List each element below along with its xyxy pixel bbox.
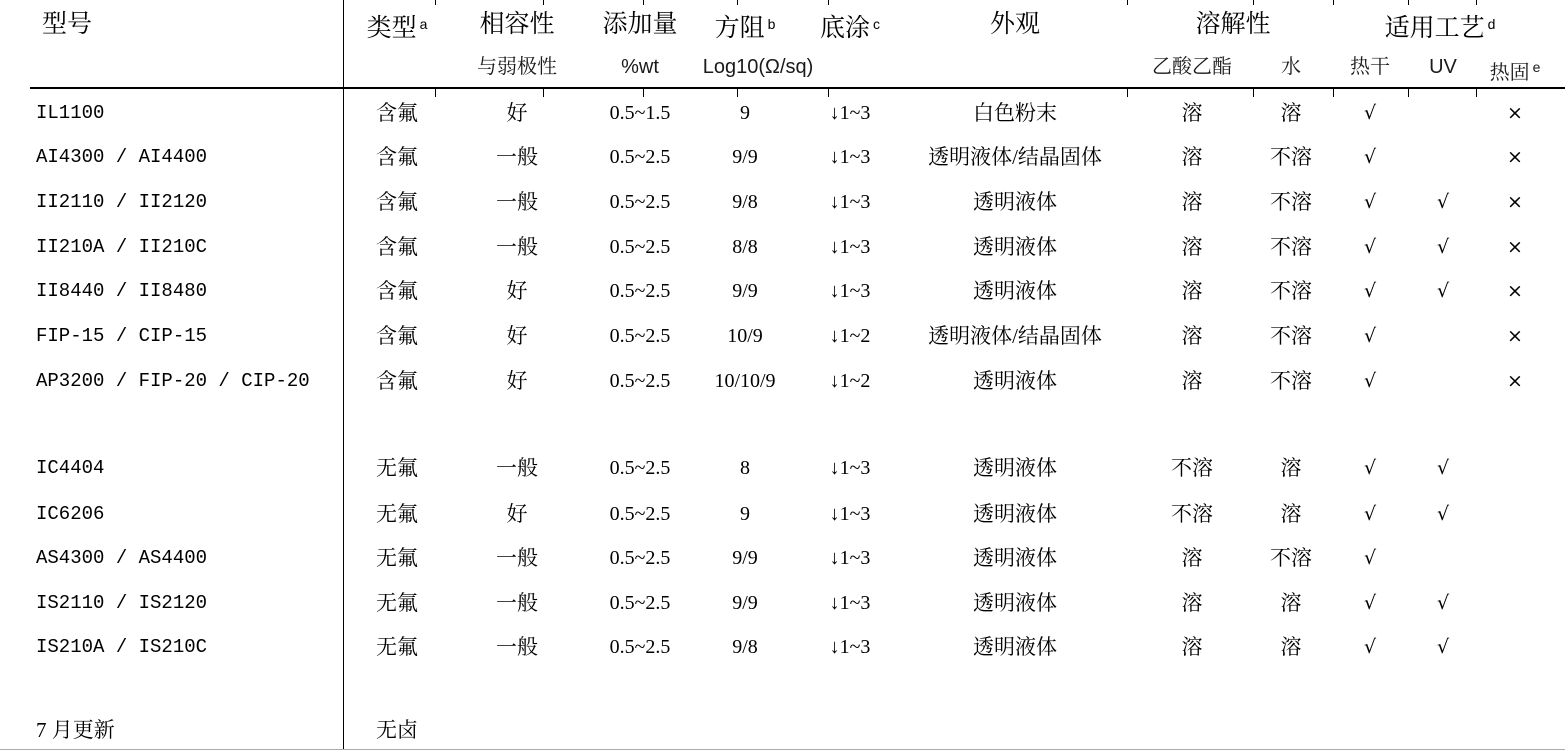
cell-type: 无氟 <box>376 456 418 480</box>
cell-sheet-resistance: 10/9 <box>727 325 763 347</box>
cell-sheet-resistance: 9/8 <box>732 636 758 658</box>
header-appearance: 外观 <box>989 10 1041 38</box>
cell-sheet-resistance: 8 <box>740 457 750 479</box>
cell-compatibility: 好 <box>506 502 528 526</box>
footnote-b: b <box>767 16 776 32</box>
cell-ethyl-acetate: 溶 <box>1181 101 1203 125</box>
cell-thermoset: × <box>1507 236 1523 258</box>
cell-uv: √ <box>1436 592 1450 614</box>
cell-compatibility: 一般 <box>496 190 538 214</box>
cell-ethyl-acetate: 溶 <box>1181 190 1203 214</box>
cell-compatibility: 好 <box>506 369 528 393</box>
cell-water: 不溶 <box>1270 546 1312 570</box>
cell-water: 不溶 <box>1270 369 1312 393</box>
cell-amount: 0.5~2.5 <box>609 636 671 658</box>
cell-type: 无氟 <box>376 546 418 570</box>
cell-uv: √ <box>1436 280 1450 302</box>
column-tick <box>435 0 436 5</box>
column-tick <box>543 88 544 97</box>
subheader-thermoset: 热固 $^e$ <box>1489 59 1541 84</box>
cell-compatibility: 一般 <box>496 635 538 659</box>
cell-type: 含氟 <box>376 190 418 214</box>
subheader-hot-dry: 热干 <box>1350 56 1390 78</box>
header-divider-rule <box>30 87 1565 89</box>
cell-model: IS2110 / IS2120 <box>36 592 208 614</box>
cell-primer: ↓1~3 <box>829 636 871 658</box>
column-tick <box>737 0 738 5</box>
cell-ethyl-acetate: 溶 <box>1181 546 1203 570</box>
column-tick <box>643 88 644 97</box>
cell-appearance: 透明液体/结晶固体 <box>928 145 1102 169</box>
cell-sheet-resistance: 10/10/9 <box>714 370 776 392</box>
footer-row <box>0 716 1565 744</box>
cell-sheet-resistance: 9 <box>740 503 750 525</box>
cell-uv: √ <box>1436 191 1450 213</box>
subheader-uv: UV <box>1429 56 1457 78</box>
cell-appearance: 透明液体 <box>973 546 1057 570</box>
cell-compatibility: 好 <box>506 279 528 303</box>
cell-thermoset: × <box>1507 370 1523 392</box>
table-row <box>0 454 1565 482</box>
cell-hot-dry: √ <box>1363 457 1377 479</box>
cell-hot-dry: √ <box>1363 325 1377 347</box>
table-row <box>0 367 1565 395</box>
cell-appearance: 透明液体 <box>973 635 1057 659</box>
header-primer: 底涂 $^c$ <box>819 14 881 42</box>
cell-model: IL1100 <box>36 102 105 124</box>
cell-type: 含氟 <box>376 279 418 303</box>
cell-sheet-resistance: 9/9 <box>732 146 758 168</box>
cell-hot-dry: √ <box>1363 636 1377 658</box>
cell-water: 不溶 <box>1270 145 1312 169</box>
cell-water: 溶 <box>1280 502 1302 526</box>
cell-type: 含氟 <box>376 324 418 348</box>
subheader-log-unit: Log10(Ω/sq) <box>702 56 814 78</box>
cell-amount: 0.5~2.5 <box>609 592 671 614</box>
bottom-rule <box>0 749 1565 750</box>
cell-hot-dry: √ <box>1363 236 1377 258</box>
table-row <box>0 143 1565 171</box>
cell-uv: √ <box>1436 457 1450 479</box>
cell-model: II210A / II210C <box>36 236 208 258</box>
cell-type: 含氟 <box>376 235 418 259</box>
cell-appearance: 透明液体 <box>973 456 1057 480</box>
cell-amount: 0.5~2.5 <box>609 146 671 168</box>
cell-sheet-resistance: 8/8 <box>732 236 758 258</box>
column-tick <box>643 0 644 5</box>
cell-compatibility: 一般 <box>496 591 538 615</box>
column-tick <box>1476 88 1477 97</box>
cell-amount: 0.5~2.5 <box>609 503 671 525</box>
column-tick <box>1408 0 1409 5</box>
cell-amount: 0.5~2.5 <box>609 325 671 347</box>
cell-amount: 0.5~2.5 <box>609 280 671 302</box>
cell-thermoset: × <box>1507 146 1523 168</box>
cell-amount: 0.5~1.5 <box>609 102 671 124</box>
table-row <box>0 633 1565 661</box>
header-solubility: 溶解性 <box>1195 10 1271 38</box>
cell-water: 溶 <box>1280 591 1302 615</box>
cell-model: AP3200 / FIP-20 / CIP-20 <box>36 370 310 392</box>
cell-hot-dry: √ <box>1363 146 1377 168</box>
subheader-wt-percent: %wt <box>621 56 659 78</box>
cell-model: II2110 / II2120 <box>36 191 208 213</box>
cell-amount: 0.5~2.5 <box>609 191 671 213</box>
column-tick <box>1408 88 1409 97</box>
cell-ethyl-acetate: 不溶 <box>1171 456 1213 480</box>
footer-type: 无卤 <box>376 718 418 742</box>
footnote-a: a <box>419 16 428 32</box>
cell-primer: ↓1~3 <box>829 547 871 569</box>
header-type: 类型 $^a$ <box>366 14 428 42</box>
cell-ethyl-acetate: 溶 <box>1181 324 1203 348</box>
footnote-d: d <box>1487 16 1496 32</box>
cell-model: IS210A / IS210C <box>36 636 208 658</box>
cell-appearance: 透明液体 <box>973 190 1057 214</box>
cell-compatibility: 一般 <box>496 145 538 169</box>
table-row <box>0 99 1565 127</box>
column-tick <box>828 0 829 5</box>
cell-type: 含氟 <box>376 101 418 125</box>
cell-uv: √ <box>1436 236 1450 258</box>
cell-model: AS4300 / AS4400 <box>36 547 208 569</box>
cell-water: 溶 <box>1280 456 1302 480</box>
column-tick <box>1127 88 1128 97</box>
header-sheet-resistance: 方阻 $^b$ <box>714 14 776 42</box>
header-process: 适用工艺 $^d$ <box>1384 14 1496 42</box>
cell-sheet-resistance: 9 <box>740 102 750 124</box>
footnote-c: c <box>873 16 881 32</box>
cell-appearance: 透明液体/结晶固体 <box>928 324 1102 348</box>
cell-appearance: 透明液体 <box>973 235 1057 259</box>
footer-note: 7 月更新 <box>36 718 115 742</box>
table-row <box>0 544 1565 572</box>
cell-uv: √ <box>1436 636 1450 658</box>
cell-water: 溶 <box>1280 635 1302 659</box>
cell-ethyl-acetate: 不溶 <box>1171 502 1213 526</box>
cell-primer: ↓1~3 <box>829 191 871 213</box>
column-tick <box>1253 0 1254 5</box>
cell-hot-dry: √ <box>1363 547 1377 569</box>
cell-thermoset: × <box>1507 280 1523 302</box>
cell-amount: 0.5~2.5 <box>609 236 671 258</box>
cell-model: II8440 / II8480 <box>36 280 208 302</box>
cell-primer: ↓1~3 <box>829 236 871 258</box>
column-tick <box>543 0 544 5</box>
table-row <box>0 500 1565 528</box>
cell-primer: ↓1~3 <box>829 503 871 525</box>
table-row <box>0 322 1565 350</box>
cell-type: 含氟 <box>376 369 418 393</box>
column-tick <box>435 88 436 97</box>
cell-compatibility: 一般 <box>496 546 538 570</box>
header-compatibility: 相容性 <box>479 10 555 38</box>
cell-primer: ↓1~3 <box>829 102 871 124</box>
cell-appearance: 透明液体 <box>973 591 1057 615</box>
cell-hot-dry: √ <box>1363 592 1377 614</box>
cell-sheet-resistance: 9/9 <box>732 592 758 614</box>
cell-compatibility: 好 <box>506 101 528 125</box>
footnote-e: e <box>1532 59 1541 75</box>
cell-appearance: 透明液体 <box>973 369 1057 393</box>
cell-hot-dry: √ <box>1363 503 1377 525</box>
cell-model: FIP-15 / CIP-15 <box>36 325 208 347</box>
cell-type: 含氟 <box>376 145 418 169</box>
column-tick <box>1253 88 1254 97</box>
cell-hot-dry: √ <box>1363 370 1377 392</box>
table-row <box>0 233 1565 261</box>
subheader-water: 水 <box>1281 56 1301 78</box>
cell-hot-dry: √ <box>1363 102 1377 124</box>
cell-water: 不溶 <box>1270 279 1312 303</box>
column-tick <box>1476 0 1477 5</box>
cell-model: IC4404 <box>36 457 105 479</box>
cell-ethyl-acetate: 溶 <box>1181 235 1203 259</box>
cell-amount: 0.5~2.5 <box>609 457 671 479</box>
cell-primer: ↓1~2 <box>829 370 871 392</box>
cell-type: 无氟 <box>376 502 418 526</box>
cell-thermoset: × <box>1507 191 1523 213</box>
table-row <box>0 277 1565 305</box>
cell-thermoset: × <box>1507 102 1523 124</box>
cell-ethyl-acetate: 溶 <box>1181 145 1203 169</box>
cell-water: 溶 <box>1280 101 1302 125</box>
cell-ethyl-acetate: 溶 <box>1181 279 1203 303</box>
cell-primer: ↓1~2 <box>829 325 871 347</box>
cell-amount: 0.5~2.5 <box>609 547 671 569</box>
cell-thermoset: × <box>1507 325 1523 347</box>
cell-sheet-resistance: 9/9 <box>732 280 758 302</box>
cell-water: 不溶 <box>1270 324 1312 348</box>
cell-water: 不溶 <box>1270 235 1312 259</box>
cell-primer: ↓1~3 <box>829 146 871 168</box>
cell-primer: ↓1~3 <box>829 280 871 302</box>
cell-type: 无氟 <box>376 591 418 615</box>
cell-appearance: 白色粉末 <box>973 101 1057 125</box>
cell-appearance: 透明液体 <box>973 279 1057 303</box>
cell-ethyl-acetate: 溶 <box>1181 591 1203 615</box>
cell-hot-dry: √ <box>1363 191 1377 213</box>
cell-sheet-resistance: 9/9 <box>732 547 758 569</box>
column-tick <box>1127 0 1128 5</box>
cell-primer: ↓1~3 <box>829 457 871 479</box>
cell-amount: 0.5~2.5 <box>609 370 671 392</box>
cell-uv: √ <box>1436 503 1450 525</box>
cell-type: 无氟 <box>376 635 418 659</box>
cell-appearance: 透明液体 <box>973 502 1057 526</box>
header-amount: 添加量 <box>602 10 678 38</box>
cell-ethyl-acetate: 溶 <box>1181 369 1203 393</box>
table-row <box>0 188 1565 216</box>
cell-compatibility: 好 <box>506 324 528 348</box>
cell-water: 不溶 <box>1270 190 1312 214</box>
column-tick <box>1333 88 1334 97</box>
cell-model: IC6206 <box>36 503 105 525</box>
column-tick <box>1333 0 1334 5</box>
cell-sheet-resistance: 9/8 <box>732 191 758 213</box>
column-tick <box>828 88 829 97</box>
subheader-ethyl-acetate: 乙酸乙酯 <box>1152 56 1232 78</box>
subheader-weak-polarity: 与弱极性 <box>477 56 557 78</box>
cell-hot-dry: √ <box>1363 280 1377 302</box>
cell-compatibility: 一般 <box>496 456 538 480</box>
table-row <box>0 589 1565 617</box>
header-model: 型号 <box>42 10 93 38</box>
cell-model: AI4300 / AI4400 <box>36 146 208 168</box>
cell-compatibility: 一般 <box>496 235 538 259</box>
column-tick <box>737 88 738 97</box>
cell-ethyl-acetate: 溶 <box>1181 635 1203 659</box>
cell-primer: ↓1~3 <box>829 592 871 614</box>
